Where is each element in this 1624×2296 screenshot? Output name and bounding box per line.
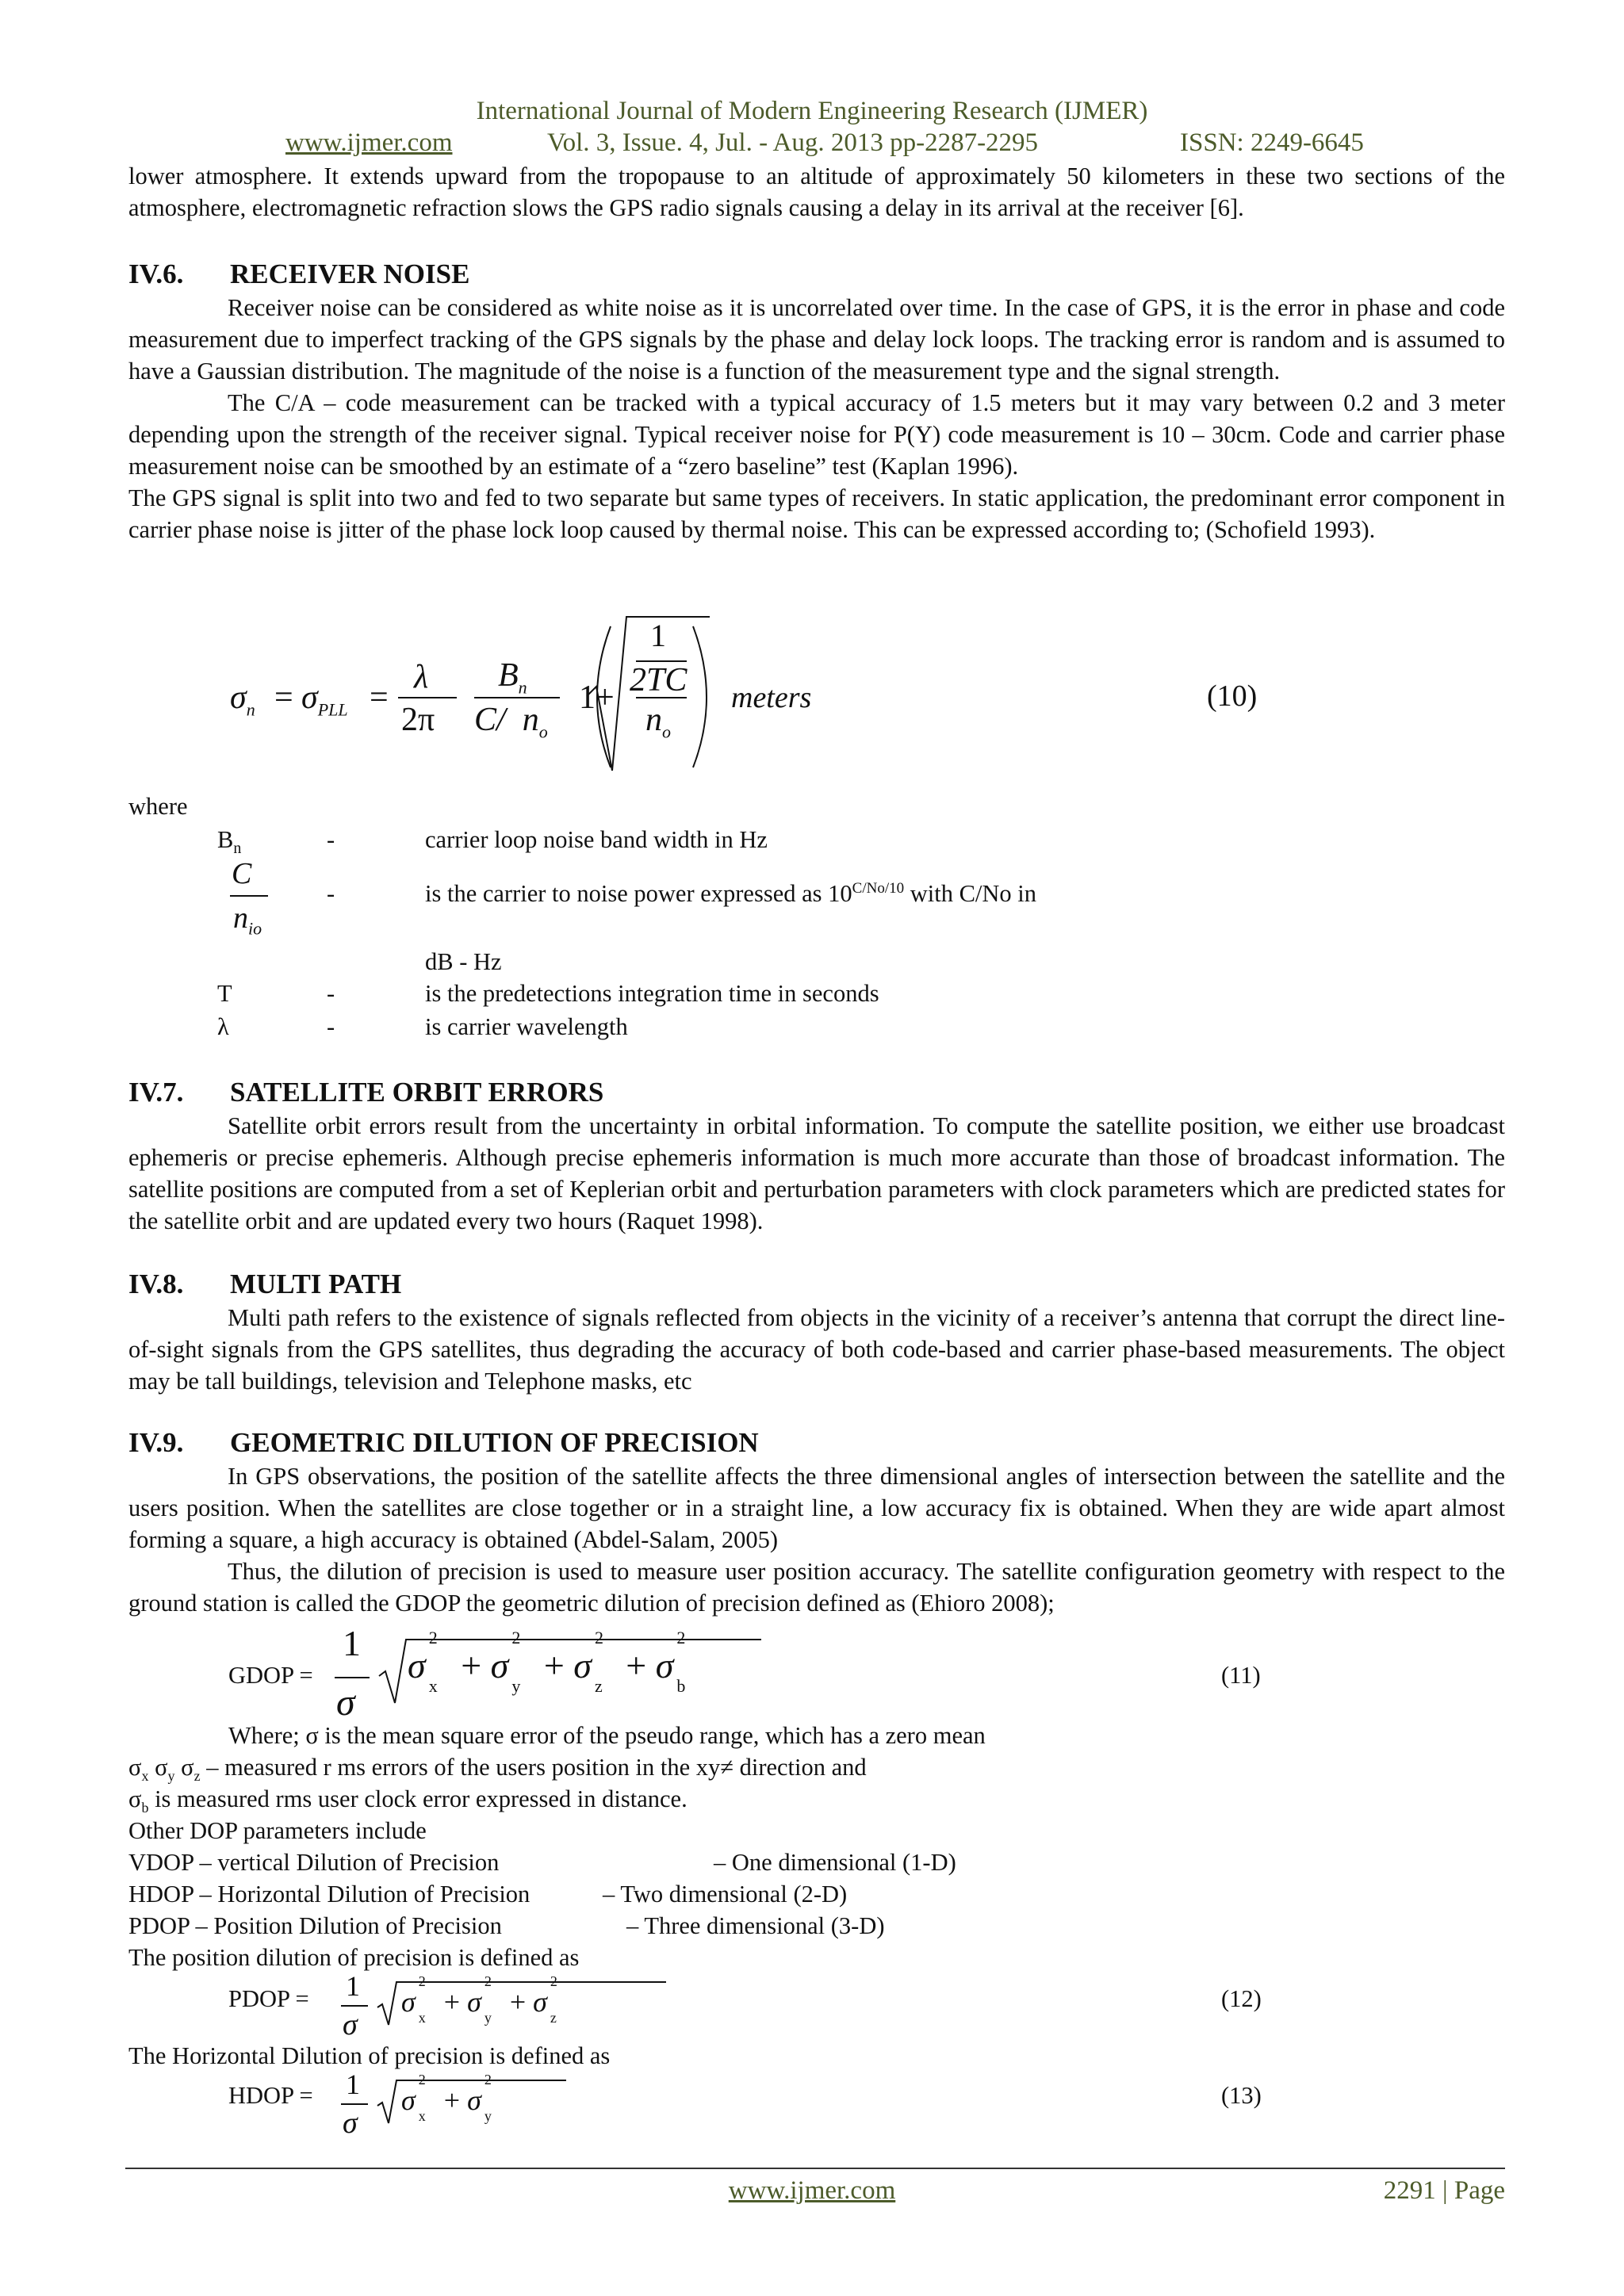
hdop-intro: The Horizontal Dilution of precision is defined as	[128, 2042, 611, 2069]
section-iv8-body	[128, 1302, 1505, 1397]
def-cno-text: is the carrier to noise power expressed as $10^{C/No/10}$ with C/No in	[425, 880, 1037, 908]
section-iv7-body	[128, 1110, 1505, 1237]
journal-title: International Journal of Modern Engineering Research (IJMER)	[476, 97, 1148, 125]
eq13-number: (13)	[1221, 2082, 1262, 2109]
footer-site-link[interactable]: www.ijmer.com	[728, 2176, 896, 2205]
sigma-xyz-line: $\sigma_x$ $\sigma_y$ $\sigma_z$ – measured r ms errors of the users position in the xy≠ direction and	[128, 1754, 867, 1785]
sigma-b-line: $\sigma_b$ is measured rms user clock error expressed in distance.	[128, 1785, 688, 1816]
iv9-paragraph-2: Thus, the dilution of precision is used to measure user position accuracy. The satellite configuration geometry with respect to the ground station is called the GDOP the geometric dilution of precision defined as (Ehioro 2008);	[128, 1558, 1505, 1617]
eq10-units: meters	[731, 681, 812, 714]
section-heading-iv6: IV.6. RECEIVER NOISE	[128, 258, 470, 289]
def-bn-symbol: $B_n$	[217, 826, 242, 858]
journal-site-link[interactable]: www.ijmer.com	[285, 128, 453, 157]
eq12-number: (12)	[1221, 1985, 1262, 2012]
eq10-sigma-pll: $\sigma_{PLL}$	[301, 679, 348, 720]
journal-volume: Vol. 3, Issue. 4, Jul. - Aug. 2013 pp-2287-2295	[547, 128, 1039, 157]
eq10-one-plus: 1+	[579, 679, 615, 716]
section-iv9-body	[128, 1460, 1505, 1619]
footer-divider	[125, 2168, 1505, 2169]
eq11-number: (11)	[1221, 1662, 1261, 1689]
footer-page-number: 2291 | Page	[1383, 2176, 1505, 2205]
def-t-text: is the predetections integration time in seconds	[425, 980, 879, 1007]
def-cno-continuation: dB - Hz	[425, 948, 502, 975]
iv8-paragraph-1: Multi path refers to the existence of signals reflected from objects in the vicinity of a receiver’s antenna that corrupt the direct line-of-sight signals from the GPS satellites, thus degrading the accuracy of both code-based and carrier phase-based measurements. The object may be tall buildings, television and Telephone masks, etc	[128, 1304, 1505, 1395]
def-lambda-text: is carrier wavelength	[425, 1013, 628, 1040]
eq10-no: $n_o$	[645, 702, 671, 742]
def-t-symbol: T	[217, 980, 232, 1007]
eq10-c-over-no: C/ $n_o$	[474, 702, 548, 742]
iv6-paragraph-1: Receiver noise can be considered as white noise as it is uncorrelated over time. In the case of GPS, it is the error in phase and code measurement due to imperfect tracking of the GPS signals by the phase and delay lock loops. The tracking error is random and is assumed to have a Gaussian distribution. The magnitude of the noise is a function of the measurement type and the signal strength.	[128, 294, 1505, 385]
eq10-2tc: 2TC	[630, 662, 688, 698]
pdop-intro: The position dilution of precision is defined as	[128, 1944, 580, 1971]
iv6-paragraph-3: The GPS signal is split into two and fed to two separate but same types of receivers. In static application, the predominant error component in carrier phase noise is jitter of the phase lock loop caused by thermal noise. This can be expressed according to; (Schofield 1993).	[128, 484, 1505, 543]
intro-paragraph: lower atmosphere. It extends upward from the tropopause to an altitude of approximately 50 kilometers in these two sections of the atmosphere, electromagnetic refraction slows the GPS radio signals causing a delay in its arrival at the receiver [6].	[128, 163, 1505, 221]
iv9-paragraph-1: In GPS observations, the position of the satellite affects the three dimensional angles of intersection between the satellite and the users position. When the satellites are close together or in a straight line, a low accuracy fix is obtained. When they are wide apart almost forming a square, a high accuracy is obtained (Abdel-Salam, 2005)	[128, 1463, 1505, 1553]
hdop-terms: σ 2 $_x$ + σ 2 $_y$	[401, 2072, 492, 2125]
gdop-terms: σ 2 $_x$ + σ 2 $_y$ + σ 2 $_z$ + σ 2 $_b$	[408, 1628, 686, 1697]
eq10-sigma-n: $\sigma_n$	[230, 679, 255, 720]
eq10-number: (10)	[1207, 679, 1258, 713]
iv6-paragraph-2: The C/A – code measurement can be tracked with a typical accuracy of 1.5 meters but it may vary between 0.2 and 3 meter depending upon the strength of the receiver signal. Typical receiver noise for P(Y) code measurement is 10 – 30cm. Code and carrier phase measurement noise can be smoothed by an estimate of a “zero baseline” test (Kaplan 1996).	[128, 389, 1505, 480]
where-label: where	[128, 793, 188, 820]
footer-site-container	[0, 2176, 1624, 2206]
def-bn-text: carrier loop noise band width in Hz	[425, 826, 768, 853]
def-nio-symbol: $n_{io}$	[233, 901, 262, 939]
def-lambda-symbol: λ	[217, 1013, 229, 1040]
equation-10-radical	[0, 0, 1624, 793]
def-c-symbol: C	[232, 857, 252, 890]
section-heading-iv7: IV.7. SATELLITE ORBIT ERRORS	[128, 1077, 604, 1108]
iv7-paragraph-1: Satellite orbit errors result from the uncertainty in orbital information. To compute the satellite position, we either use broadcast ephemeris or precise ephemeris. Although precise ephemeris information is much more accurate than those of broadcast information. The satellite positions are computed from a set of Keplerian orbit and perturbation parameters with clock parameters which are predicted states for the satellite orbit and are updated every two hours (Raquet 1998).	[128, 1112, 1505, 1234]
gdop-where-line: Where; σ is the mean square error of the pseudo range, which has a zero mean	[228, 1722, 986, 1749]
other-dop-line: Other DOP parameters include	[128, 1817, 427, 1844]
eq10-lambda: λ	[414, 659, 429, 695]
section-heading-iv9: IV.9. GEOMETRIC DILUTION OF PRECISION	[128, 1427, 759, 1458]
eq10-two-pi: 2π	[401, 702, 435, 738]
section-heading-iv8: IV.8. MULTI PATH	[128, 1269, 402, 1299]
eq10-bn: $B_n$	[498, 657, 527, 698]
journal-issn: ISSN: 2249-6645	[1180, 128, 1364, 157]
pdop-terms: σ 2 $_x$ + σ 2 $_y$ + σ 2 $_z$	[401, 1973, 557, 2026]
eq10-one: 1	[650, 618, 666, 653]
paper-page: International Journal of Modern Engineering Research (IJMER) www.ijmer.com Vol. 3, Issue. 4, Jul. - Aug. 2013 pp-2287-2295 ISSN: 2249-6645 lower atmosphere. It extends upward from the tropopause to an altitude of approximately 50 kilometers in these two sections of the atmosphere, electromagnetic refraction slows the GPS radio signals causing a delay in its arrival at the receiver [6]. IV.6. RECEIVER NOISE Receiver noise can be considered as white noise as it is uncorrelated over time. In the case of GPS, it is the error in phase and code measurement due to imperfect tracking of the GPS signals by the phase and delay lock loops. The tracking error is random and is assumed to have a Gaussian distribution. The magnitude of the noise is a function of the measurement type and the signal strength. The C/A – code measurement can be tracked with a typical accuracy of 1.5 meters but it may vary between 0.2 and 3 meter depending upon the strength of the receiver signal. Typical receiver noise for P(Y) code measurement is 10 – 30cm. Code and carrier phase measurement noise can be smoothed by an estimate of a “zero baseline” test (Kaplan 1996). The GPS signal is split into two and fed to two separate but same types of receivers. In static application, the predominant error component in carrier phase noise is jitter of the phase lock loop caused by thermal noise. This can be expressed according to; (Schofield 1993). $\sigma_n$ = $\sigma_{PLL}$ = λ 2π $B_n$ C/ $n_o$ 1+ 1 2TC $n_o$ meters (10) where $B_n$ - carrier loop noise band width in Hz C $n_{io}$ - is the carrier to noise power expressed as $10^{C/No/10}$ with C/No in dB - Hz T - is the predetections integration time in seconds λ - is carrier wavelength IV.7. SATELLITE ORBIT ERRORS Satellite orbit errors result from the uncertainty in orbital information. To compute the satellite position, we either use broadcast ephemeris or precise ephemeris. Although precise ephemeris information is much more accurate than those of broadcast information. The satellite positions are computed from a set of Keplerian orbit and perturbation parameters with clock parameters which are predicted states for the satellite orbit and are updated every two hours (Raquet 1998). IV.8. MULTI PATH Multi path refers to the existence of signals reflected from objects in the vicinity of a receiver’s antenna that corrupt the direct line-of-sight signals from the GPS satellites, thus degrading the accuracy of both code-based and carrier phase-based measurements. The object may be tall buildings, television and Telephone masks, etc IV.9. GEOMETRIC DILUTION OF PRECISION In GPS observations, the position of the satellite affects the three dimensional angles of intersection between the satellite and the users position. When the satellites are close together or in a straight line, a low accuracy fix is obtained. When they are wide apart almost forming a square, a high accuracy is obtained (Abdel-Salam, 2005) Thus, the dilution of precision is used to measure user position accuracy. The satellite configuration geometry with respect to the ground station is called the GDOP the geometric dilution of precision defined as (Ehioro 2008); GDOP = 1 σ σ 2 $_x$ + σ 2 $_y$ + σ 2 $_z$ + σ 2 $_b$ (11) Where; σ is the mean square error of the pseudo range, which has a zero mean $\sigma_x$ $\sigma_y$ $\sigma_z$ – measured r ms errors of the users position in the xy≠ direction and $\sigma_b$ is measured rms user clock error expressed in distance. Other DOP parameters include VDOP – vertical Dilution of Precision – One dimensional (1-D) HDOP – Horizontal Dilution of Precision – Two dimensional (2-D) PDOP – Position Dilution of Precision – Three dimensional (3-D) The position dilution of precision is defined as PDOP = 1 σ σ 2 $_x$ + σ 2 $_y$ + σ 2 $_z$ (12) The Horizontal Dilution of precision is defined as HDOP = 1 σ σ 2 $_x$ + σ 2 $_y$ (13) www.ijmer.com 2291 | Page	[0, 0, 1624, 2296]
